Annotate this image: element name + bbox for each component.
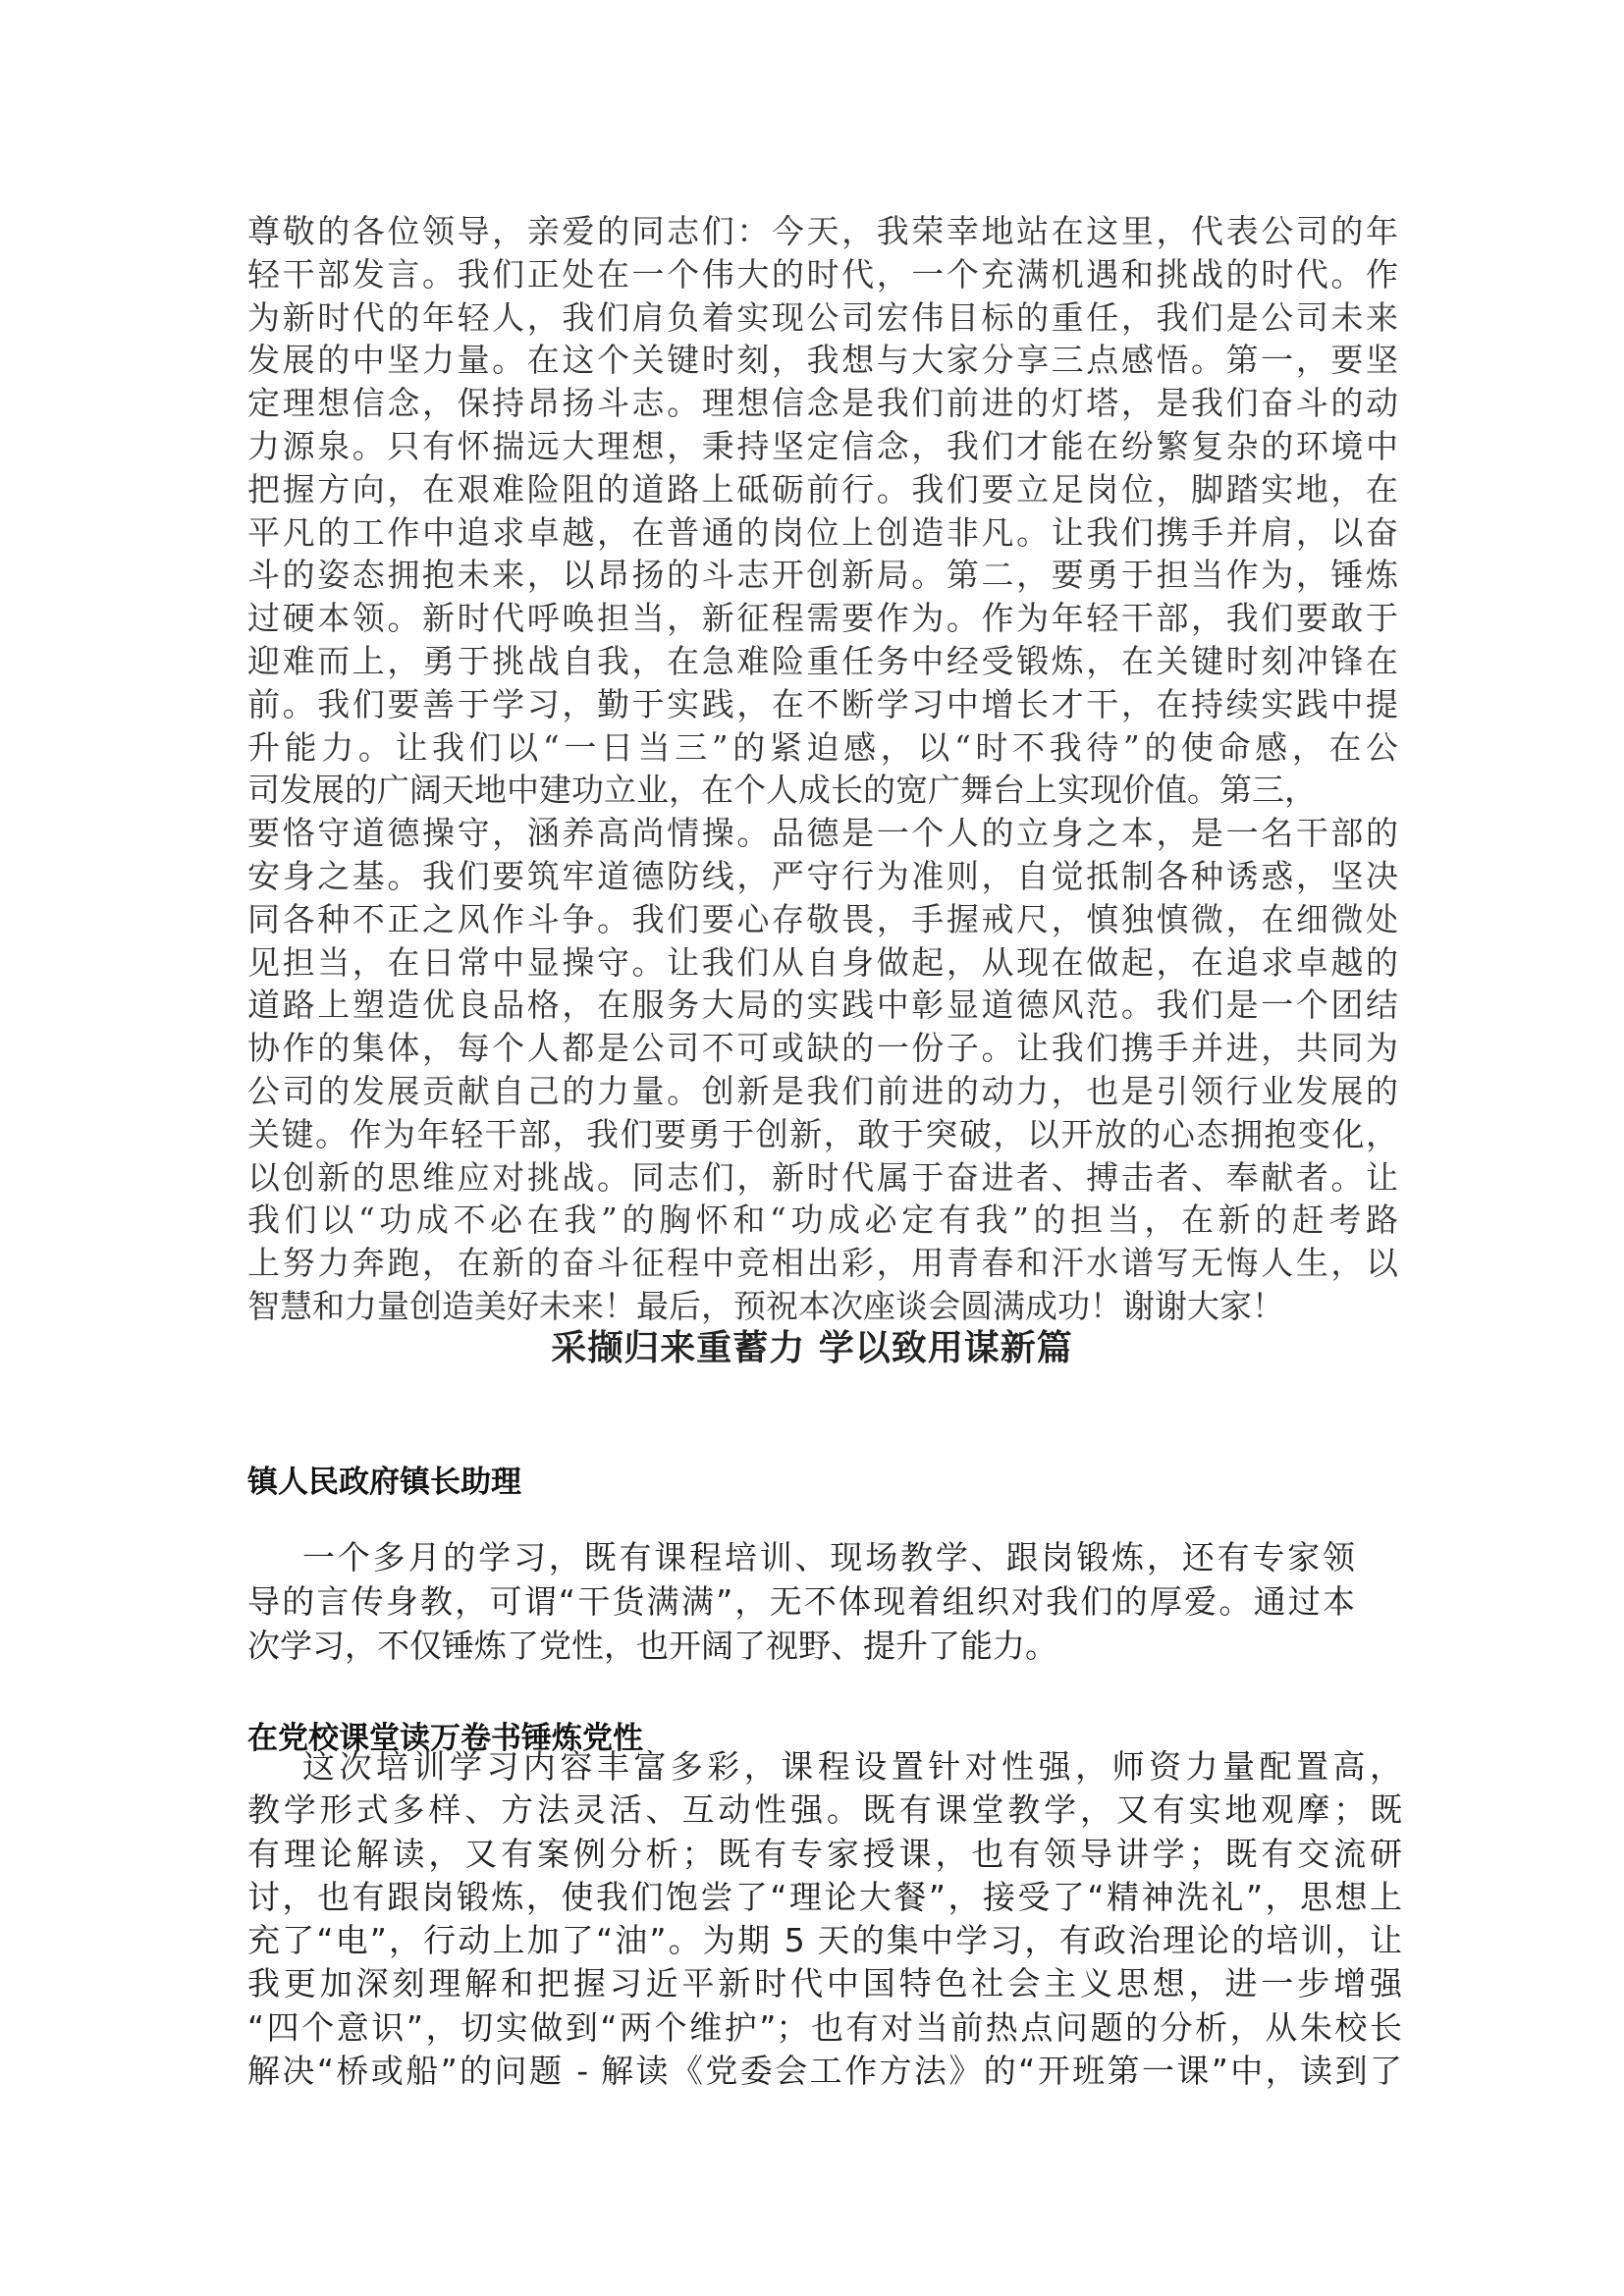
author-line: 镇人民政府镇长助理	[247, 1465, 521, 1500]
intro-paragraph	[247, 1535, 1355, 1668]
text-line: 协作的集体，每个人都是公司不可或缺的一份子。让我们携手并进，共同为	[247, 1029, 1398, 1068]
section-paragraph	[247, 1745, 1402, 2093]
text-line: 解决“桥或船”的问题 - 解读《党委会工作方法》的“开班第一课”中，读到了	[247, 2052, 1402, 2091]
text-line: 道路上塑造优良品格，在服务大局的实践中彰显道德风范。我们是一个团结	[247, 986, 1398, 1025]
section-heading: 在党校课堂读万卷书锤炼党性	[247, 1721, 643, 1756]
text-line: 力源泉。只有怀揣远大理想，秉持坚定信念，我们才能在纷繁复杂的环境中	[247, 426, 1398, 465]
text-line: 我更加深刻理解和把握习近平新时代中国特色社会主义思想，进一步增强	[247, 1964, 1402, 2003]
speech-paragraph	[247, 210, 1398, 1328]
text-line: 讨，也有跟岗锻炼，使我们饱尝了“理论大餐”，接受了“精神洗礼”，思想上	[247, 1877, 1402, 1916]
text-line: 定理想信念，保持昂扬斗志。理想信念是我们前进的灯塔，是我们奋斗的动	[247, 384, 1398, 423]
text-line: 尊敬的各位领导，亲爱的同志们：今天，我荣幸地站在这里，代表公司的年	[247, 212, 1398, 250]
text-line: 迎难而上，勇于挑战自我，在急难险重任务中经受锻炼，在关键时刻冲锋在	[247, 641, 1398, 680]
text-line: 次学习，不仅锤炼了党性，也开阔了视野、提升了能力。	[247, 1627, 1057, 1665]
text-line: 这次培训学习内容丰富多彩，课程设置针对性强，师资力量配置高，	[302, 1747, 1402, 1786]
text-line: 司发展的广阔天地中建功立业，在个人成长的宽广舞台上实现价值。第三，	[247, 771, 1317, 810]
text-line: 智慧和力量创造美好未来！最后，预祝本次座谈会圆满成功！谢谢大家！	[247, 1286, 1284, 1325]
text-line: “四个意识”，切实做到“两个维护”；也有对当前热点问题的分析，从朱校长	[247, 2007, 1402, 2047]
text-line: 见担当，在日常中显操守。让我们从自身做起，从现在做起，在追求卓越的	[247, 942, 1398, 982]
text-line: 轻干部发言。我们正处在一个伟大的时代，一个充满机遇和挑战的时代。作	[247, 254, 1398, 294]
text-line: 斗的姿态拥抱未来，以昂扬的斗志开创新局。第二，要勇于担当作为，锤炼	[247, 556, 1398, 595]
text-line: 升能力。让我们以“一日当三”的紧迫感，以“时不我待”的使命感，在公	[247, 727, 1398, 767]
text-line: 上努力奔跑，在新的奋斗征程中竞相出彩，用青春和汗水谱写无悔人生，以	[247, 1244, 1398, 1283]
text-line: 充了“电”，行动上加了“油”。为期 5 天的集中学习，有政治理论的培训，让	[247, 1921, 1402, 1960]
text-line: 安身之基。我们要筑牢道德防线，严守行为准则，自觉抵制各种诱惑，坚决	[247, 856, 1398, 895]
article-title: 采撷归来重蓄力 学以致用谋新篇	[551, 1328, 1073, 1368]
text-line: 一个多月的学习，既有课程培训、现场教学、跟岗锻炼，还有专家领	[302, 1538, 1355, 1576]
text-line: 平凡的工作中追求卓越，在普通的岗位上创造非凡。让我们携手并肩，以奋	[247, 512, 1398, 552]
text-line: 把握方向，在艰难险阻的道路上砥砺前行。我们要立足岗位，脚踏实地，在	[247, 469, 1398, 508]
text-line: 发展的中坚力量。在这个关键时刻，我想与大家分享三点感悟。第一，要坚	[247, 341, 1398, 380]
text-line: 为新时代的年轻人，我们肩负着实现公司宏伟目标的重任，我们是公司未来	[247, 297, 1398, 337]
text-line: 教学形式多样、方法灵活、互动性强。既有课堂教学，又有实地观摩；既	[247, 1790, 1402, 1830]
text-line: 以创新的思维应对挑战。同志们，新时代属于奋进者、搏击者、奉献者。让	[247, 1157, 1398, 1197]
text-line: 要恪守道德操守，涵养高尚情操。品德是一个人的立身之本，是一名干部的	[247, 814, 1398, 853]
text-line: 同各种不正之风作斗争。我们要心存敬畏，手握戒尺，慎独慎微，在细微处	[247, 899, 1398, 938]
text-line: 过硬本领。新时代呼唤担当，新征程需要作为。作为年轻干部，我们要敢于	[247, 599, 1398, 638]
text-line: 有理论解读，又有案例分析；既有专家授课，也有领导讲学；既有交流研	[247, 1834, 1402, 1873]
text-line: 公司的发展贡献自己的力量。创新是我们前进的动力，也是引领行业发展的	[247, 1071, 1398, 1110]
text-line: 关键。作为年轻干部，我们要勇于创新，敢于突破，以开放的心态拥抱变化，	[247, 1114, 1398, 1153]
text-line: 前。我们要善于学习，勤于实践，在不断学习中增长才干，在持续实践中提	[247, 684, 1398, 723]
text-line: 导的言传身教，可谓“干货满满”，无不体现着组织对我们的厚爱。通过本	[247, 1582, 1355, 1621]
text-line: 我们以“功成不必在我”的胸怀和“功成必定有我”的担当，在新的赶考路	[247, 1201, 1398, 1240]
